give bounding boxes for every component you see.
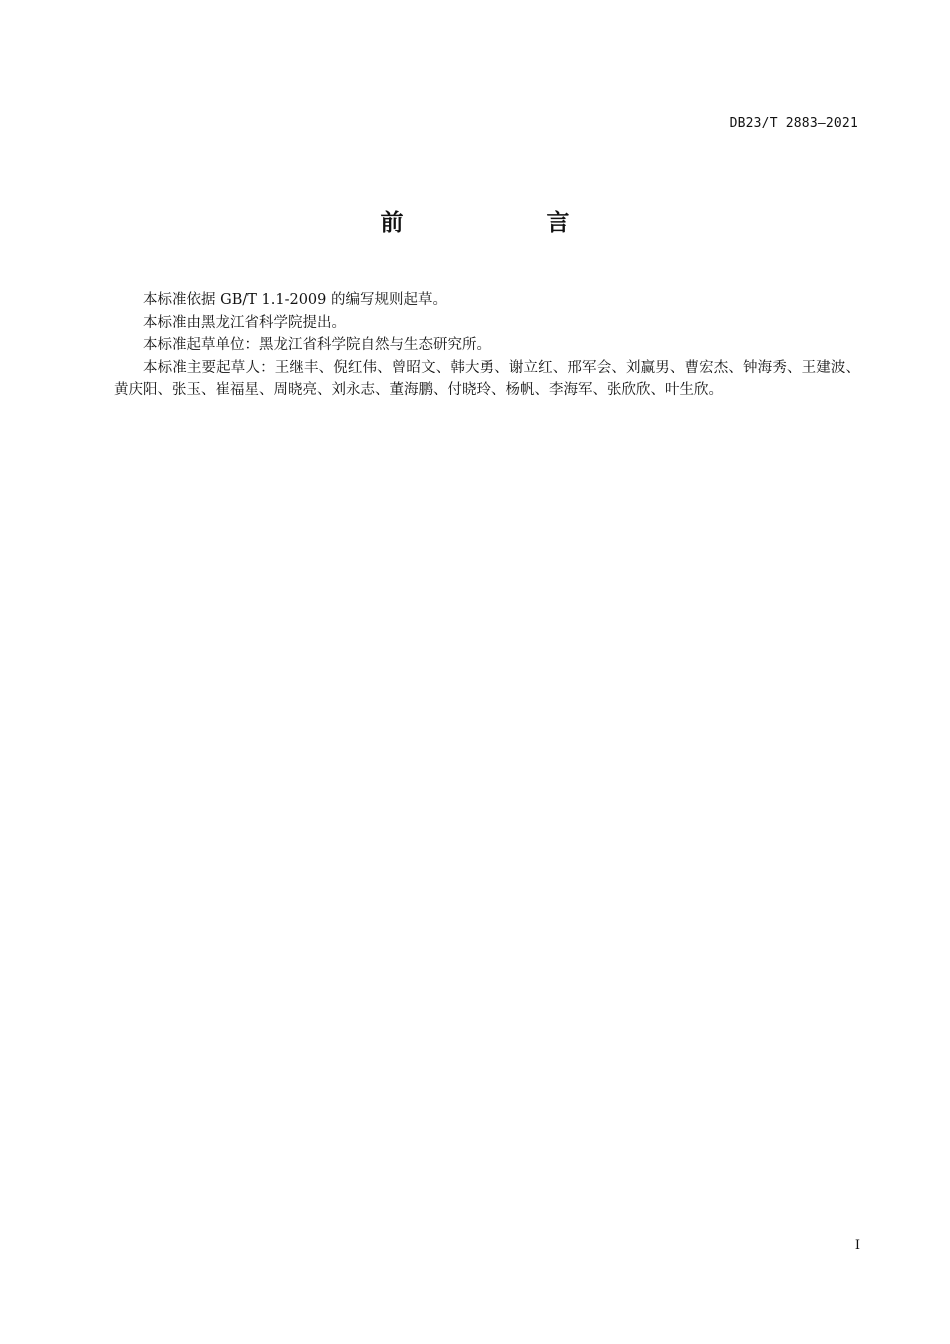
preface-body [114,289,860,402]
paragraph-drafting-rules: 本标准依据 GB/T 1.1-2009 的编写规则起草。 [143,292,447,308]
standard-code: DB23/T 2883—2021 [729,116,858,131]
page-title: 前 言 [380,210,630,236]
page-number: I [854,1238,860,1253]
paragraph-drafting-unit: 本标准起草单位：黑龙江省科学院自然与生态研究所。 [143,337,491,353]
paragraph-drafters: 本标准主要起草人：王继丰、倪红伟、曾昭文、韩大勇、谢立红、邢军会、刘赢男、曹宏杰、钟海秀、王建波、黄庆阳、张玉、崔福星、周晓亮、刘永志、董海鹏、付晓玲、杨帆、李海军、张欣欣、叶生欣。 [114,359,860,398]
paragraph-proposer: 本标准由黑龙江省科学院提出。 [143,314,346,331]
